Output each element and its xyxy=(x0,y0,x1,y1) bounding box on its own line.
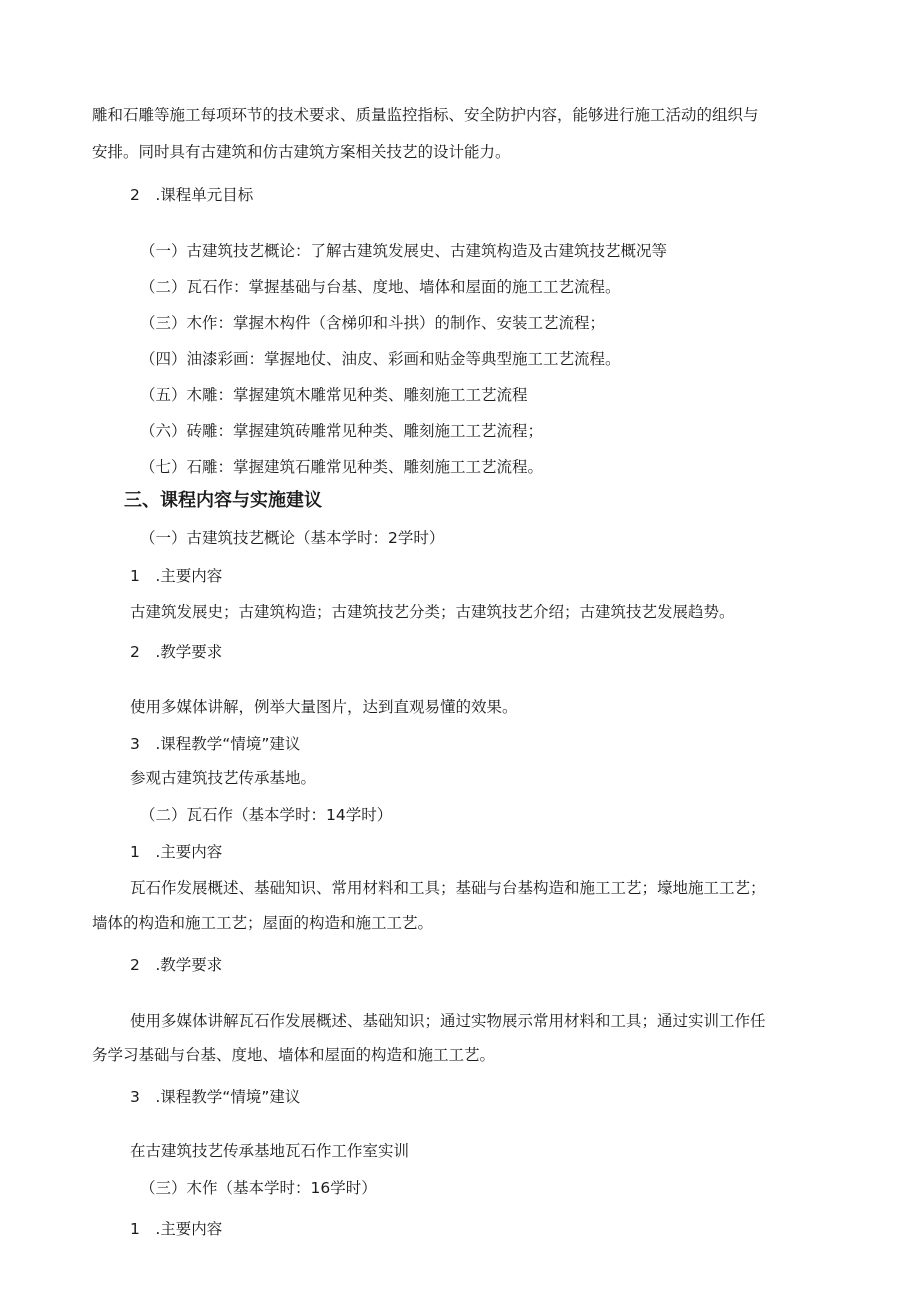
unit-goal-item: （二）瓦石作：掌握基础与台基、度地、墙体和屋面的施工工艺流程。 xyxy=(140,278,621,296)
part2-title: （二）瓦石作（基本学时：14学时） xyxy=(140,806,393,824)
part1-title: （一）古建筑技艺概论（基本学时：2学时） xyxy=(140,529,445,547)
part1-requirements-label: 2 .教学要求 xyxy=(130,643,223,661)
part1-context-label: 3 .课程教学“情境”建议 xyxy=(130,735,301,753)
unit-goal-item: （七）石雕：掌握建筑石雕常见种类、雕刻施工工艺流程。 xyxy=(140,458,544,476)
part2-content-label: 1 .主要内容 xyxy=(130,843,223,861)
part2-context-label: 3 .课程教学“情境”建议 xyxy=(130,1088,301,1106)
part1-context: 参观古建筑技艺传承基地。 xyxy=(130,769,317,787)
unit-goal-item: （三）木作：掌握木构件（含梯卯和斗拱）的制作、安装工艺流程； xyxy=(140,314,606,332)
part1-content: 古建筑发展史；古建筑构造；古建筑技艺分类；古建筑技艺介绍；古建筑技艺发展趋势。 xyxy=(130,603,735,621)
part2-requirements-label: 2 .教学要求 xyxy=(130,956,223,974)
part3-content-label: 1 .主要内容 xyxy=(130,1220,223,1238)
section-title: 三、课程内容与实施建议 xyxy=(124,490,322,511)
unit-goal-item: （一）古建筑技艺概论：了解古建筑发展史、古建筑构造及古建筑技艺概况等 xyxy=(140,242,668,260)
part2-content-line-2: 墙体的构造和施工工艺；屋面的构造和施工工艺。 xyxy=(92,914,434,932)
intro-line-2: 安排。同时具有古建筑和仿古建筑方案相关技艺的设计能力。 xyxy=(92,143,511,161)
part2-requirements-line-1: 使用多媒体讲解瓦石作发展概述、基础知识；通过实物展示常用材料和工具；通过实训工作任 xyxy=(130,1012,766,1030)
part1-content-label: 1 .主要内容 xyxy=(130,567,223,585)
unit-goal-item: （四）油漆彩画：掌握地仗、油皮、彩画和贴金等典型施工工艺流程。 xyxy=(140,350,621,368)
part2-content-line-1: 瓦石作发展概述、基础知识、常用材料和工具；基础与台基构造和施工工艺；壕地施工工艺； xyxy=(130,879,766,897)
unit-goals-heading: 2 .课程单元目标 xyxy=(130,186,254,204)
part1-requirements: 使用多媒体讲解，例举大量图片，达到直观易懂的效果。 xyxy=(130,698,518,716)
unit-goal-item: （六）砖雕：掌握建筑砖雕常见种类、雕刻施工工艺流程； xyxy=(140,422,544,440)
part3-title: （三）木作（基本学时：16学时） xyxy=(140,1179,377,1197)
part2-requirements-line-2: 务学习基础与台基、度地、墙体和屋面的构造和施工工艺。 xyxy=(92,1046,496,1064)
intro-line-1: 雕和石雕等施工每项环节的技术要求、质量监控指标、安全防护内容，能够进行施工活动的组织与 xyxy=(92,106,759,124)
part2-context: 在古建筑技艺传承基地瓦石作工作室实训 xyxy=(130,1142,410,1160)
unit-goal-item: （五）木雕：掌握建筑木雕常见种类、雕刻施工工艺流程 xyxy=(140,386,528,404)
